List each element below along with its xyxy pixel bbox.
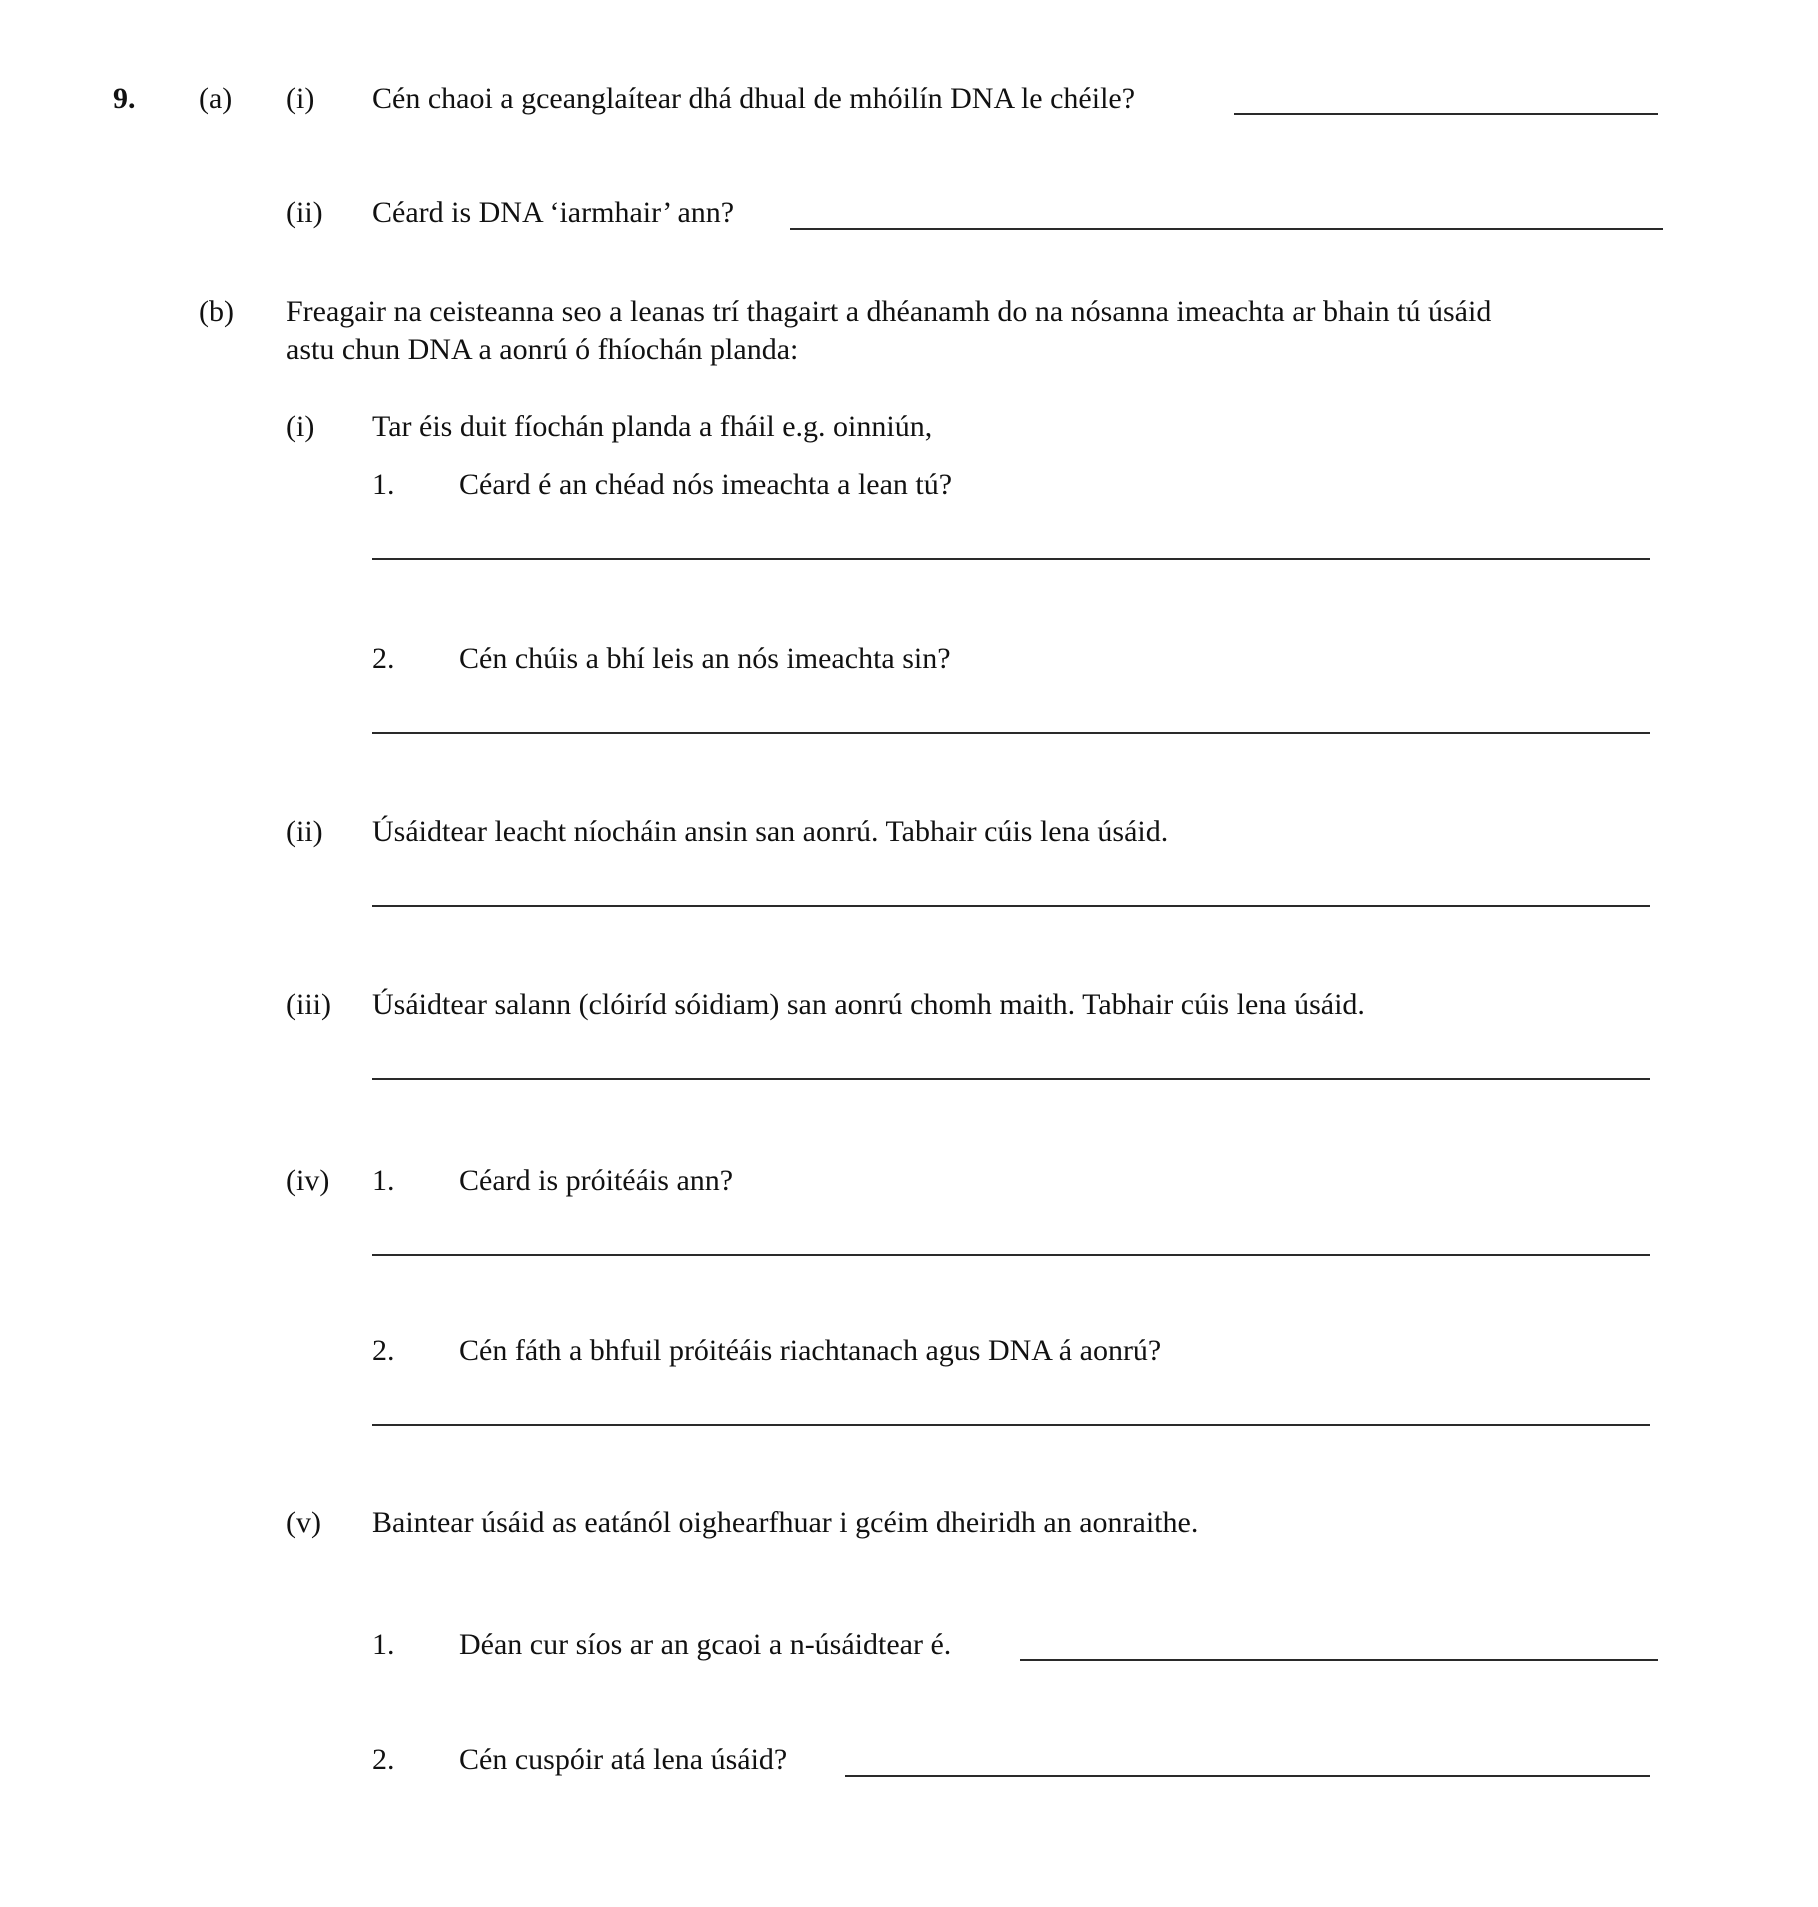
answer-line-b-iii[interactable] bbox=[372, 1078, 1650, 1080]
part-b-iii-label: (iii) bbox=[286, 988, 331, 1021]
answer-line-b-i-1[interactable] bbox=[372, 558, 1650, 560]
part-b-iv-q2-label: 2. bbox=[372, 1334, 395, 1367]
part-b-intro-line2: astu chun DNA a aonrú ó fhíochán planda: bbox=[286, 333, 799, 366]
question-number: 9. bbox=[113, 82, 136, 115]
part-b-iv-q1-question: Céard is próitéáis ann? bbox=[459, 1164, 734, 1197]
part-a-i-label: (i) bbox=[286, 82, 315, 115]
part-a-ii-label: (ii) bbox=[286, 196, 323, 229]
part-b-v-q2-question: Cén cuspóir atá lena úsáid? bbox=[459, 1743, 788, 1776]
part-a-i-question: Cén chaoi a gceanglaítear dhá dhual de mhóilín DNA le chéile? bbox=[372, 82, 1136, 115]
part-b-ii-question: Úsáidtear leacht níocháin ansin san aonrú. Tabhair cúis lena úsáid. bbox=[372, 815, 1169, 848]
answer-line-b-ii[interactable] bbox=[372, 905, 1650, 907]
part-a-ii-question: Céard is DNA ‘iarmhair’ ann? bbox=[372, 196, 735, 229]
part-b-iii-question: Úsáidtear salann (clóiríd sóidiam) san aonrú chomh maith. Tabhair cúis lena úsáid. bbox=[372, 988, 1365, 1021]
part-b-v-text: Baintear úsáid as eatánól oighearfhuar i gcéim dheiridh an aonraithe. bbox=[372, 1506, 1199, 1539]
answer-line-b-iv-1[interactable] bbox=[372, 1254, 1650, 1256]
part-b-i-q1-question: Céard é an chéad nós imeachta a lean tú? bbox=[459, 468, 953, 501]
part-b-i-q2-question: Cén chúis a bhí leis an nós imeachta sin? bbox=[459, 642, 951, 675]
part-b-intro-line1: Freagair na ceisteanna seo a leanas trí thagairt a dhéanamh do na nósanna imeachta ar bhain tú úsáid bbox=[286, 295, 1492, 328]
part-b-v-q1-label: 1. bbox=[372, 1628, 395, 1661]
part-b-v-label: (v) bbox=[286, 1506, 321, 1539]
part-b-v-q1-question: Déan cur síos ar an gcaoi a n-úsáidtear é. bbox=[459, 1628, 952, 1661]
part-b-i-label: (i) bbox=[286, 410, 315, 443]
answer-line-b-v-2[interactable] bbox=[845, 1775, 1650, 1777]
part-b-iv-q2-question: Cén fáth a bhfuil próitéáis riachtanach agus DNA á aonrú? bbox=[459, 1334, 1162, 1367]
part-b-v-q2-label: 2. bbox=[372, 1743, 395, 1776]
part-a-label: (a) bbox=[199, 82, 233, 115]
answer-line-b-v-1[interactable] bbox=[1020, 1659, 1658, 1661]
part-b-i-text: Tar éis duit fíochán planda a fháil e.g. oinniún, bbox=[372, 410, 933, 443]
part-b-iv-label: (iv) bbox=[286, 1164, 330, 1197]
answer-line-b-iv-2[interactable] bbox=[372, 1424, 1650, 1426]
answer-line-a-i[interactable] bbox=[1234, 113, 1658, 115]
part-b-label: (b) bbox=[199, 295, 234, 328]
part-b-i-q2-label: 2. bbox=[372, 642, 395, 675]
part-b-i-q1-label: 1. bbox=[372, 468, 395, 501]
answer-line-b-i-2[interactable] bbox=[372, 732, 1650, 734]
part-b-iv-q1-label: 1. bbox=[372, 1164, 395, 1197]
answer-line-a-ii[interactable] bbox=[790, 228, 1663, 230]
part-b-ii-label: (ii) bbox=[286, 815, 323, 848]
